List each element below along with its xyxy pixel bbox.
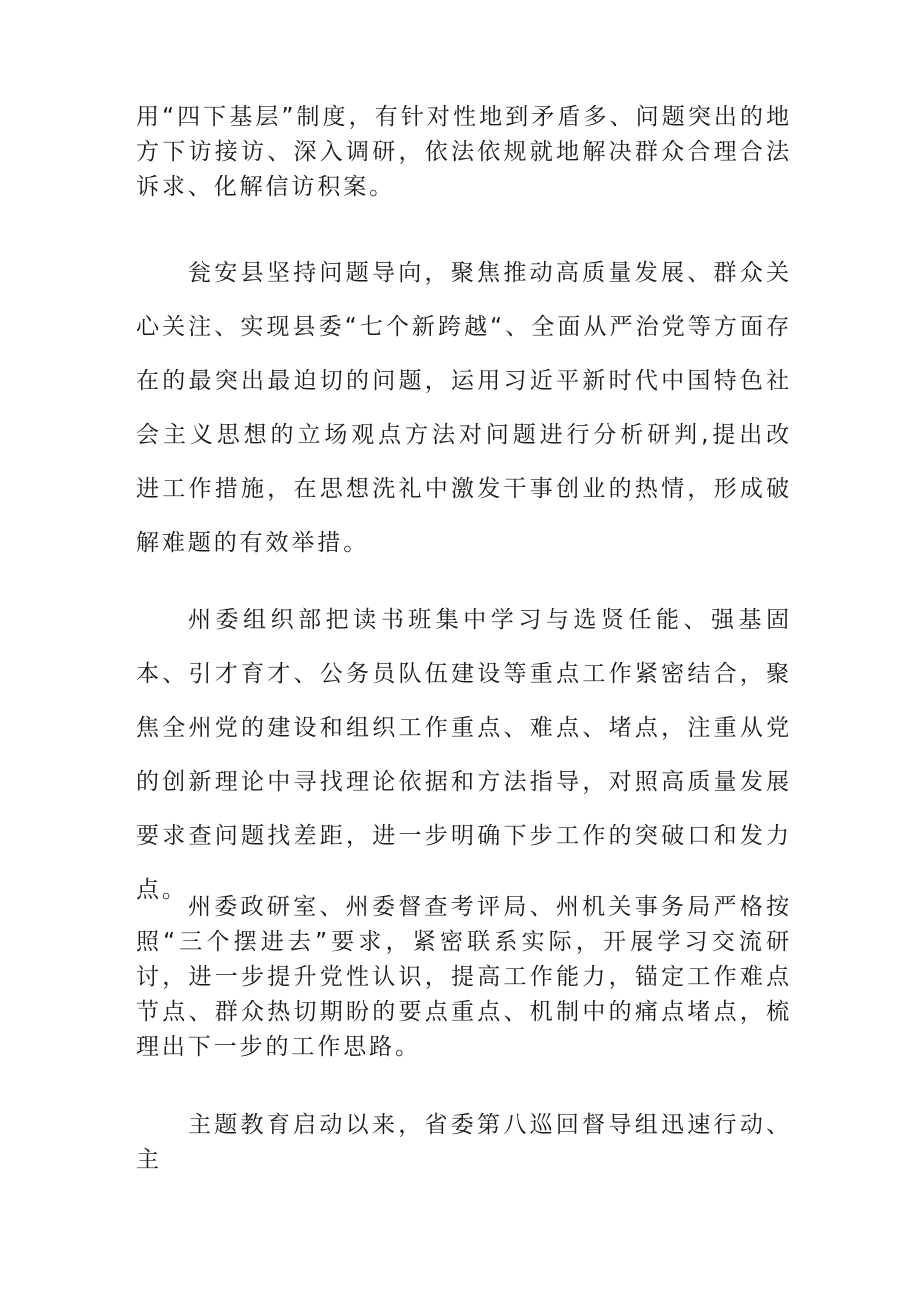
paragraph-4: 州委政研室、州委督查考评局、州机关事务局严格按照“三个摆进去”要求，紧密联系实际，开展学习交流研讨，进一步提升党性认识，提高工作能力，锚定工作难点节点、群众热切期盼的要点重点、机制中的痛点堵点，梳理出下一步的工作思路。 bbox=[136, 894, 792, 1060]
paragraph-2: 瓮安县坚持问题导向，聚焦推动高质量发展、群众关心关注、实现县委“七个新跨越“、全面从严治党等方面存在的最突出最迫切的问题，运用习近平新时代中国特色社会主义思想的立场观点方法对问题进行分析研判,提出改进工作措施，在思想洗礼中激发干事创业的热情，形成破解难题的有效举措。 bbox=[136, 260, 792, 556]
paragraph-1: 用“四下基层”制度，有针对性地到矛盾多、问题突出的地方下访接访、深入调研，依法依规就地解决群众合理合法诉求、化解信访积案。 bbox=[136, 104, 792, 200]
paragraph-5: 主题教育启动以来，省委第八巡回督导组迅速行动、主 bbox=[136, 1112, 792, 1173]
paragraph-3: 州委组织部把读书班集中学习与选贤任能、强基固本、引才育才、公务员队伍建设等重点工作紧密结合，聚焦全州党的建设和组织工作重点、难点、堵点，注重从党的创新理论中寻找理论依据和方法指导，对照高质量发展要求查问题找差距，进一步明确下步工作的突破口和发力点。 bbox=[136, 607, 792, 903]
